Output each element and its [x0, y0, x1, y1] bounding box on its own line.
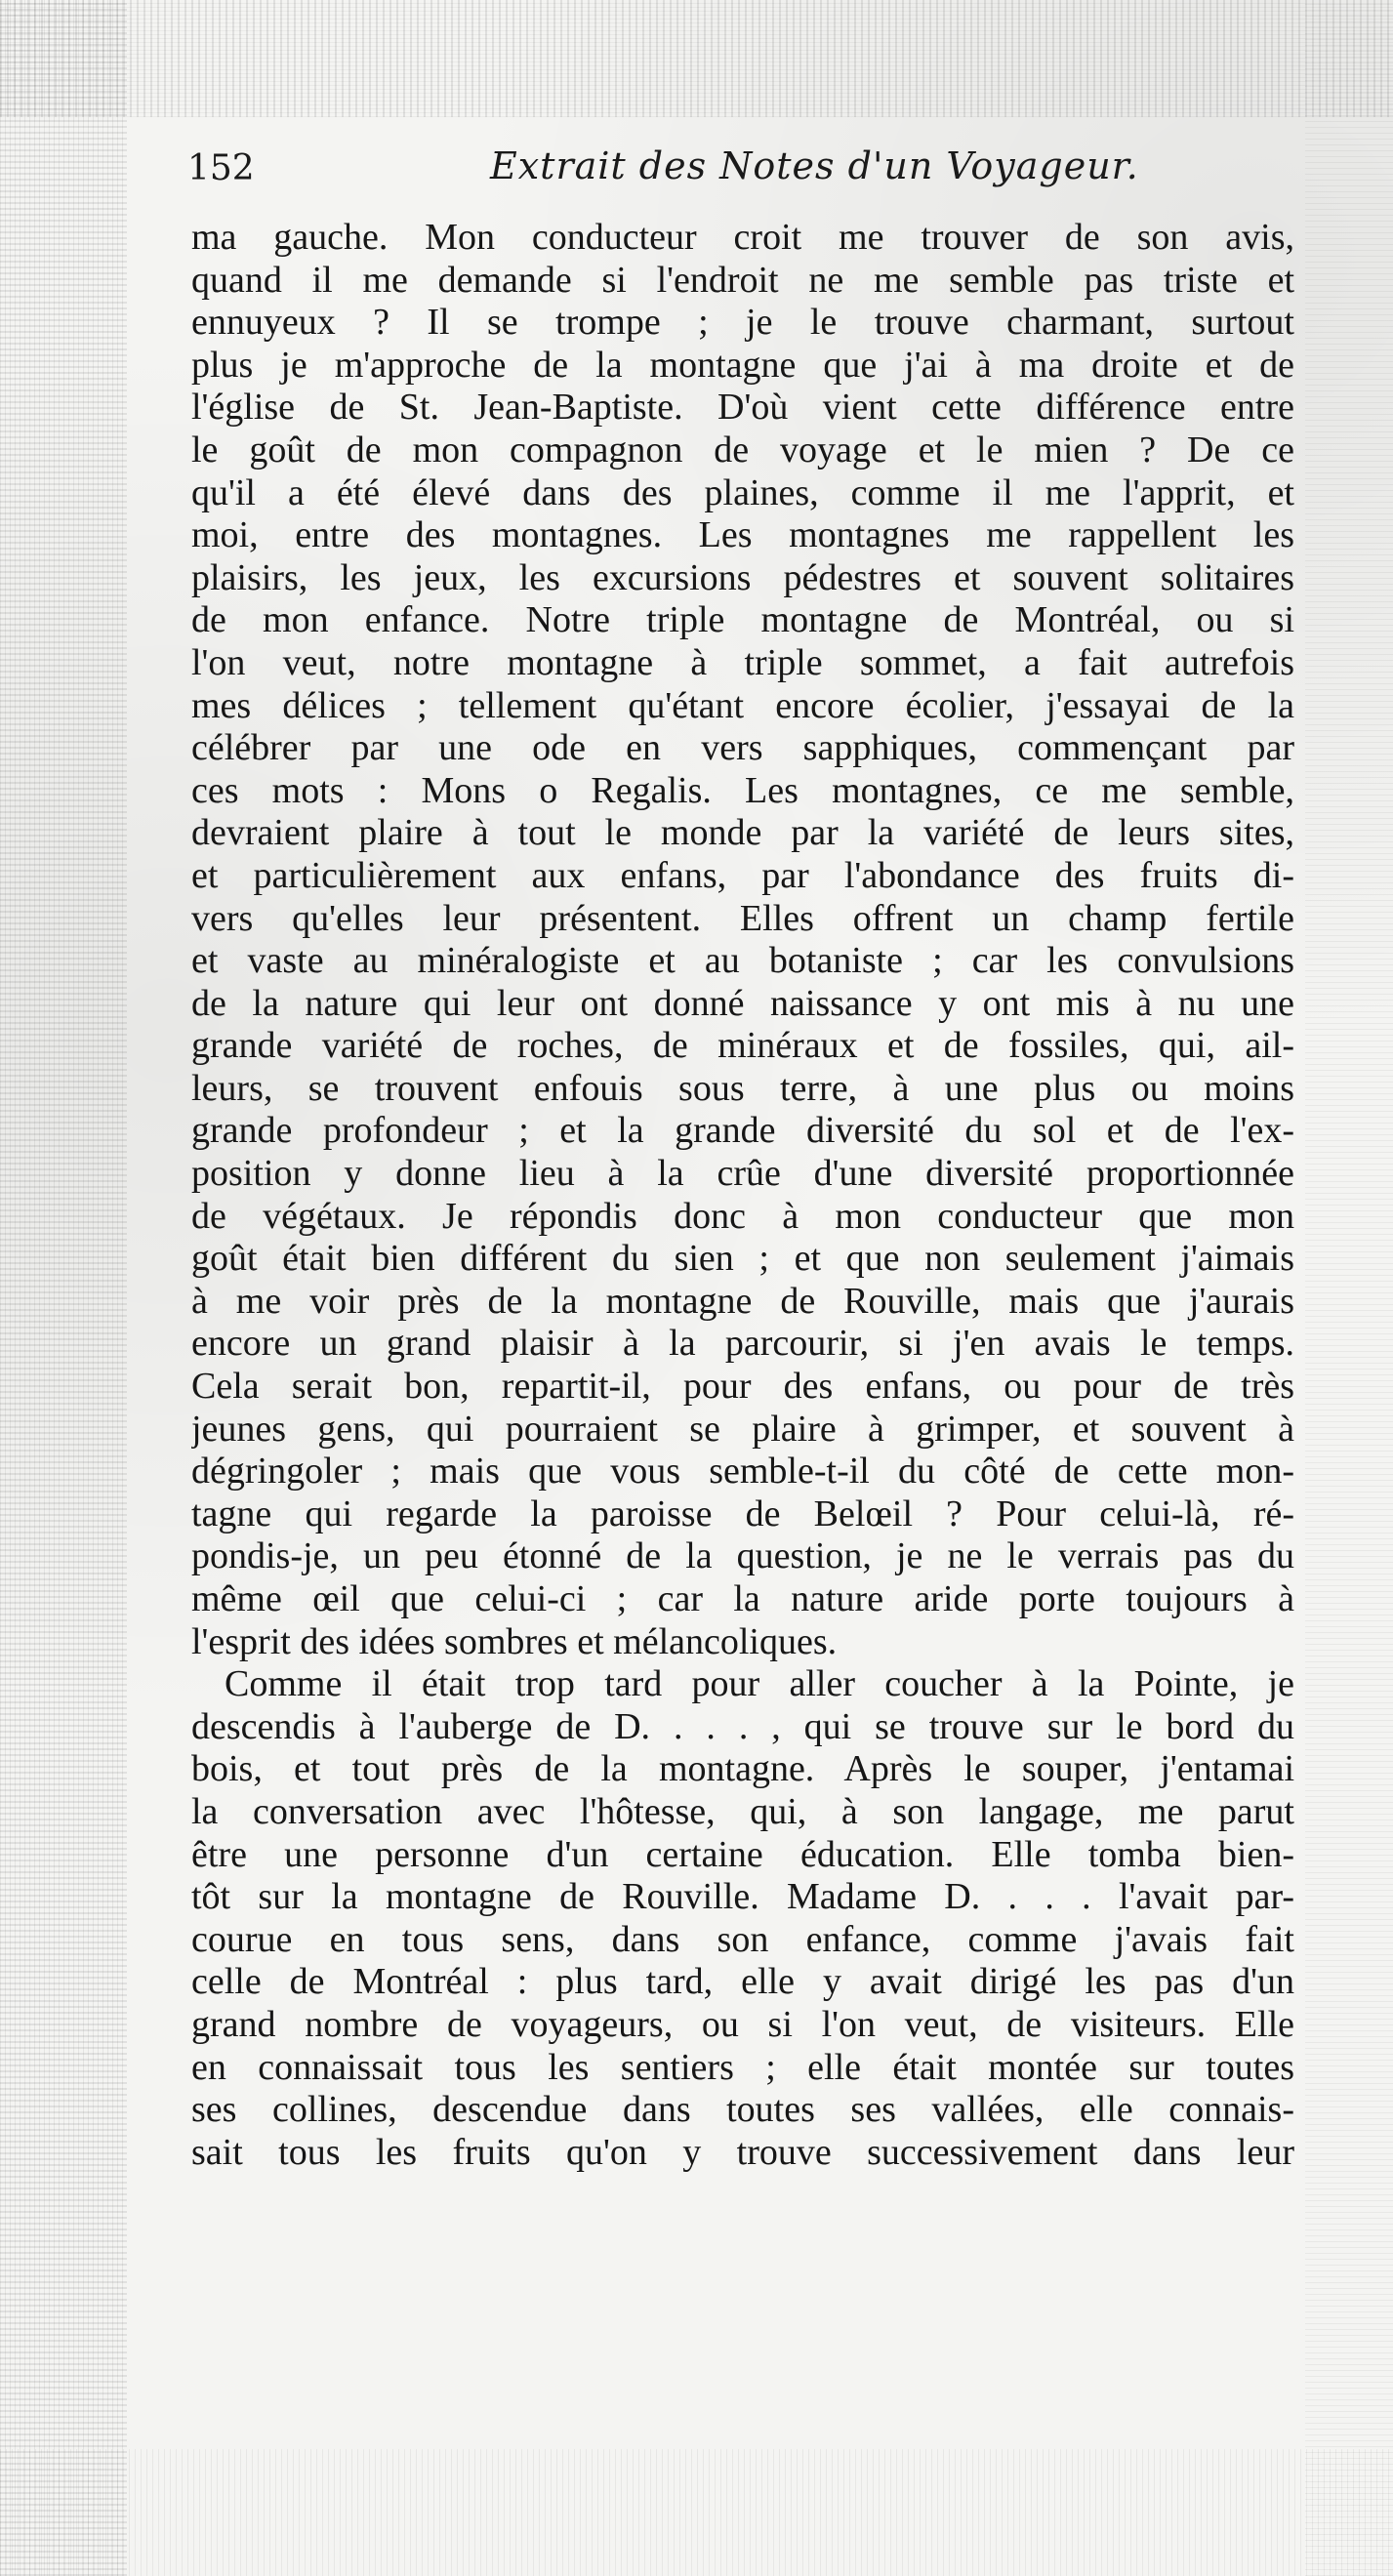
- text-line: de végétaux. Je répondis donc à mon conducteur que mon: [191, 1195, 1294, 1237]
- text-line: encore un grand plaisir à la parcourir, si j'en avais le temps.: [191, 1323, 1294, 1365]
- running-title: Extrait des Notes d'un Voyageur.: [490, 144, 1139, 187]
- text-line: sait tous les fruits qu'on y trouve successivement dans leur: [191, 2131, 1294, 2173]
- text-line: ces mots : Mons o Regalis. Les montagnes, ce me semble,: [191, 769, 1294, 811]
- text-line: descendis à l'auberge de D. . . . , qui se trouve sur le bord du: [191, 1705, 1294, 1747]
- text-line: position y donne lieu à la crûe d'une diversité proportionnée: [191, 1153, 1294, 1195]
- text-line-paragraph-end: l'esprit des idées sombres et mélancoliques.: [191, 1620, 838, 1662]
- page-number: 152: [187, 148, 255, 188]
- text-line: célébrer par une ode en vers sapphiques, commençant par: [191, 727, 1294, 769]
- body-text: [191, 217, 1294, 2174]
- text-line: grande variété de roches, de minéraux et de fossiles, qui, ail-: [191, 1025, 1294, 1067]
- text-line: grande profondeur ; et la grande diversité du sol et de l'ex-: [191, 1110, 1294, 1152]
- text-line: leurs, se trouvent enfouis sous terre, à une plus ou moins: [191, 1067, 1294, 1109]
- text-line: de mon enfance. Notre triple montagne de Montréal, ou si: [191, 599, 1294, 641]
- text-line: et particulièrement aux enfans, par l'abondance des fruits di-: [191, 854, 1294, 896]
- text-line: ennuyeux ? Il se trompe ; je le trouve charmant, surtout: [191, 302, 1294, 344]
- text-line: l'on veut, notre montagne à triple sommet, a fait autrefois: [191, 641, 1294, 683]
- text-line: le goût de mon compagnon de voyage et le mien ? De ce: [191, 429, 1294, 470]
- text-line: dégringoler ; mais que vous semble-t-il du côté de cette mon-: [191, 1451, 1294, 1492]
- text-line: qu'il a été élevé dans des plaines, comme il me l'apprit, et: [191, 471, 1294, 513]
- text-line: plus je m'approche de la montagne que j'ai à ma droite et de: [191, 344, 1294, 386]
- text-line: jeunes gens, qui pourraient se plaire à grimper, et souvent à: [191, 1408, 1294, 1450]
- text-line: mes délices ; tellement qu'étant encore écolier, j'essayai de la: [191, 684, 1294, 726]
- text-line: tagne qui regarde la paroisse de Belœil ? Pour celui-là, ré-: [191, 1492, 1294, 1534]
- text-line: la conversation avec l'hôtesse, qui, à son langage, me parut: [191, 1790, 1294, 1832]
- page-header: [187, 144, 1300, 203]
- scan-noise-left: [0, 0, 127, 2576]
- text-line: goût était bien différent du sien ; et que non seulement j'aimais: [191, 1238, 1294, 1280]
- text-line: devraient plaire à tout le monde par la variété de leurs sites,: [191, 812, 1294, 854]
- text-line: être une personne d'un certaine éducation. Elle tomba bien-: [191, 1833, 1294, 1875]
- text-line: moi, entre des montagnes. Les montagnes me rappellent les: [191, 514, 1294, 556]
- text-line: pondis-je, un peu étonné de la question, je ne le verrais pas du: [191, 1535, 1294, 1577]
- text-line: bois, et tout près de la montagne. Après le souper, j'entamai: [191, 1748, 1294, 1790]
- text-line: Cela serait bon, repartit-il, pour des enfans, ou pour de très: [191, 1366, 1294, 1408]
- text-line: tôt sur la montagne de Rouville. Madame D. . . . l'avait par-: [191, 1876, 1294, 1918]
- text-line: grand nombre de voyageurs, ou si l'on veut, de visiteurs. Elle: [191, 2003, 1294, 2045]
- scan-noise-right: [1305, 0, 1393, 2576]
- text-line-paragraph-start: Comme il était trop tard pour aller coucher à la Pointe, je: [225, 1663, 1294, 1705]
- text-line: vers qu'elles leur présentent. Elles offrent un champ fertile: [191, 897, 1294, 939]
- text-line: et vaste au minéralogiste et au botaniste ; car les convulsions: [191, 940, 1294, 982]
- text-line: même œil que celui-ci ; car la nature aride porte toujours à: [191, 1578, 1294, 1619]
- text-line: l'église de St. Jean-Baptiste. D'où vient cette différence entre: [191, 387, 1294, 429]
- text-line: ses collines, descendue dans toutes ses vallées, elle connais-: [191, 2089, 1294, 2131]
- text-line: plaisirs, les jeux, les excursions pédestres et souvent solitaires: [191, 556, 1294, 598]
- text-line: ma gauche. Mon conducteur croit me trouver de son avis,: [191, 217, 1294, 258]
- text-line: courue en tous sens, dans son enfance, comme j'avais fait: [191, 1918, 1294, 1960]
- text-line: à me voir près de la montagne de Rouville, mais que j'aurais: [191, 1280, 1294, 1322]
- scan-noise-bottom: [0, 2449, 1393, 2576]
- text-line: en connaissait tous les sentiers ; elle était montée sur toutes: [191, 2046, 1294, 2088]
- text-line: celle de Montréal : plus tard, elle y avait dirigé les pas d'un: [191, 1961, 1294, 2003]
- scan-noise-top: [0, 0, 1393, 117]
- text-line: quand il me demande si l'endroit ne me semble pas triste et: [191, 259, 1294, 301]
- text-line: de la nature qui leur ont donné naissance y ont mis à nu une: [191, 982, 1294, 1024]
